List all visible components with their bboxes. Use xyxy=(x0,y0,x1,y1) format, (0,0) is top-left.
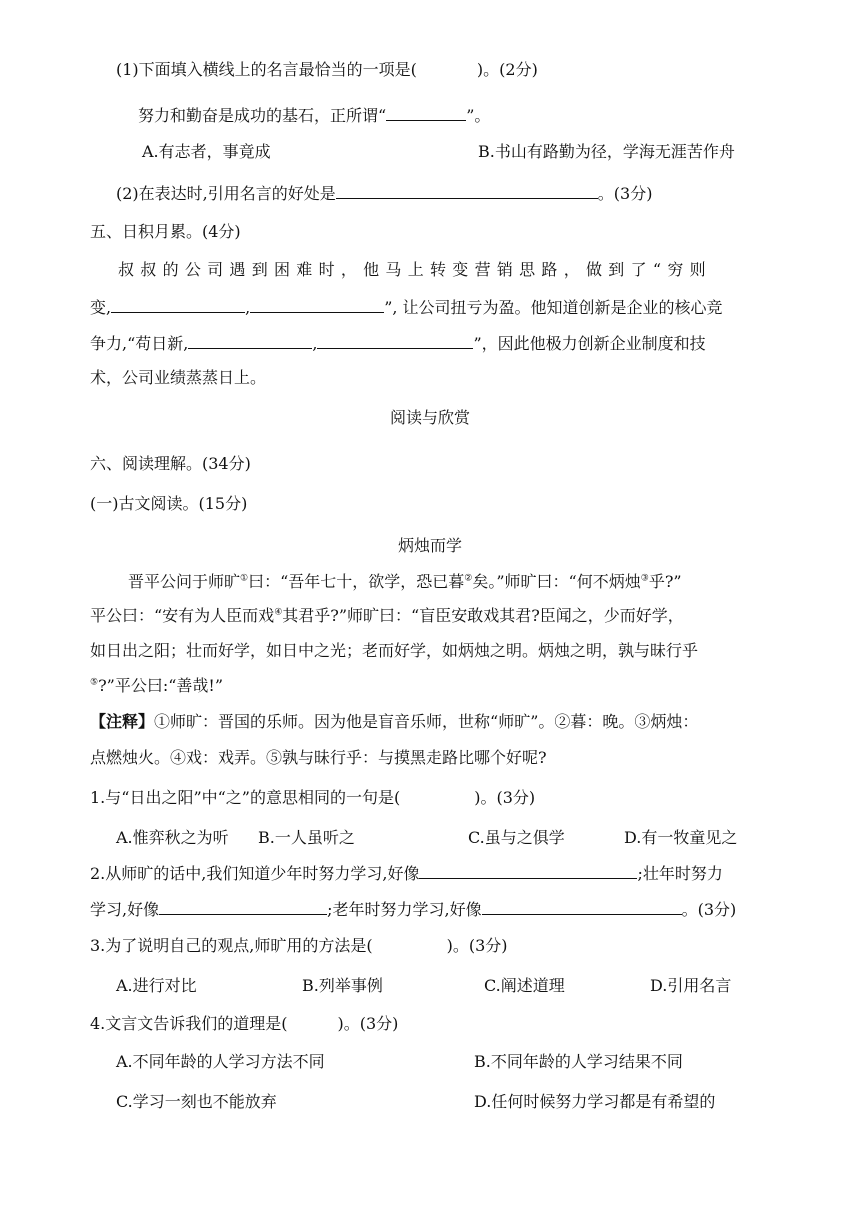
question-text: ;壮年时努力 xyxy=(637,864,723,883)
fill-blank[interactable] xyxy=(336,180,598,199)
section-5-para-line3 xyxy=(90,330,706,356)
text: , xyxy=(312,334,318,353)
section-5-heading: 五、日积月累。(4分) xyxy=(90,222,241,241)
footnote-ref: ② xyxy=(464,573,473,584)
question-text: 4.文言文告诉我们的道理是( xyxy=(90,1014,288,1033)
text: 曰：“吾年七十，欲学，恐已暮 xyxy=(248,572,465,591)
question-4-1 xyxy=(116,58,538,82)
question-text: 2.从师旷的话中,我们知道少年时努力学习,好像 xyxy=(90,864,420,883)
question-text: 3.为了说明自己的观点,师旷用的方法是( xyxy=(90,936,373,955)
text: 矣。”师旷曰：“何不炳烛 xyxy=(472,572,641,591)
q1-option-a: A.惟弈秋之为听 xyxy=(116,828,229,847)
quote-sentence xyxy=(138,102,490,128)
section-5-para-line2 xyxy=(90,294,723,320)
q1-option-c: C.虽与之俱学 xyxy=(468,828,565,847)
text: ?”平公曰:“善哉!” xyxy=(98,676,224,695)
text: ”, 让公司扭亏为盈。他知道创新是企业的核心竞 xyxy=(384,298,723,317)
footnote-ref: ④ xyxy=(274,607,283,618)
question-6-3 xyxy=(90,934,508,958)
q1-option-b: B.一人虽听之 xyxy=(258,828,355,847)
score-text: )。(3分) xyxy=(337,1014,399,1033)
notes-line2: 点燃烛火。④戏：戏弄。⑤孰与昧行乎：与摸黑走路比哪个好呢? xyxy=(90,748,547,767)
q4-option-d: D.任何时候努力学习都是有希望的 xyxy=(474,1092,716,1111)
section-6-heading: 六、阅读理解。(34分) xyxy=(90,454,251,473)
score-text: )。(2分) xyxy=(476,60,538,79)
score-text: )。(3分) xyxy=(446,936,508,955)
sentence-end: ”。 xyxy=(466,106,491,125)
q1-option-d: D.有一牧童见之 xyxy=(624,828,738,847)
question-text: (2)在表达时,引用名言的好处是 xyxy=(116,184,336,203)
option-a: A.有志者，事竟成 xyxy=(142,142,271,161)
question-6-2-line1 xyxy=(90,860,723,886)
score-text: 。(3分) xyxy=(597,184,653,203)
section-title: 阅读与欣赏 xyxy=(389,408,470,427)
fill-blank[interactable] xyxy=(419,860,637,879)
notes-line1 xyxy=(90,710,698,734)
text: , xyxy=(245,298,251,317)
q4-option-b: B.不同年龄的人学习结果不同 xyxy=(474,1052,683,1071)
text: 平公曰：“安有为人臣而戏 xyxy=(90,606,275,625)
q4-option-a: A.不同年龄的人学习方法不同 xyxy=(116,1052,325,1071)
question-4-2 xyxy=(116,180,652,206)
text: ”，因此他极力创新企业制度和技 xyxy=(473,334,706,353)
q3-option-b: B.列举事例 xyxy=(302,976,383,995)
text: 晋平公问于师旷 xyxy=(128,572,241,591)
q3-option-c: C.阐述道理 xyxy=(484,976,565,995)
passage-line1 xyxy=(128,570,682,594)
notes-text: ①师旷：晋国的乐师。因为他是盲音乐师，世称“师旷”。②暮：晚。③炳烛： xyxy=(154,712,699,731)
footnote-ref: ③ xyxy=(640,573,649,584)
fill-blank[interactable] xyxy=(188,330,312,349)
passage-title: 炳烛而学 xyxy=(397,536,462,555)
fill-blank[interactable] xyxy=(111,294,245,313)
q3-option-d: D.引用名言 xyxy=(650,976,732,995)
question-text: 学习,好像 xyxy=(90,900,160,919)
question-6-2-line2 xyxy=(90,896,736,922)
q3-option-a: A.进行对比 xyxy=(116,976,197,995)
question-6-1 xyxy=(90,786,535,810)
option-b: B.书山有路勤为径，学海无涯苦作舟 xyxy=(478,142,735,161)
fill-blank[interactable] xyxy=(386,102,466,121)
text: 变, xyxy=(90,298,112,317)
subsection-heading: (一)古文阅读。(15分) xyxy=(90,494,248,513)
fill-blank[interactable] xyxy=(250,294,384,313)
section-5-para-line1: 叔 叔 的 公 司 遇 到 困 难 时 ， 他 马 上 转 变 营 销 思 路 ， 做 到 了 “ 穷 则 xyxy=(118,260,707,279)
text: 其君乎?”师旷曰：“盲臣安敢戏其君?臣闻之，少而好学， xyxy=(282,606,684,625)
section-5-para-line4: 术，公司业绩蒸蒸日上。 xyxy=(90,368,267,387)
fill-blank[interactable] xyxy=(482,896,682,915)
question-text: ;老年时努力学习,好像 xyxy=(327,900,482,919)
passage-line3: 如日出之阳；壮而好学，如日中之光；老而好学，如炳烛之明。炳烛之明，孰与昧行乎 xyxy=(90,641,699,660)
fill-blank[interactable] xyxy=(317,330,473,349)
q4-option-c: C.学习一刻也不能放弃 xyxy=(116,1092,277,1111)
text: 争力,“苟日新, xyxy=(90,334,189,353)
question-text: (1)下面填入横线上的名言最恰当的一项是( xyxy=(116,60,417,79)
footnote-ref: ① xyxy=(240,573,249,584)
question-6-4 xyxy=(90,1012,398,1036)
text: 乎?” xyxy=(648,572,682,591)
sentence-text: 努力和勤奋是成功的基石，正所谓“ xyxy=(138,106,387,125)
score-text: 。(3分) xyxy=(681,900,737,919)
footnote-ref: ⑤ xyxy=(90,677,99,688)
notes-label: 【注释】 xyxy=(90,712,155,731)
question-text: 1.与“日出之阳”中“之”的意思相同的一句是( xyxy=(90,788,401,807)
fill-blank[interactable] xyxy=(159,896,327,915)
score-text: )。(3分) xyxy=(474,788,536,807)
passage-line4 xyxy=(90,674,223,698)
passage-line2 xyxy=(90,604,684,628)
